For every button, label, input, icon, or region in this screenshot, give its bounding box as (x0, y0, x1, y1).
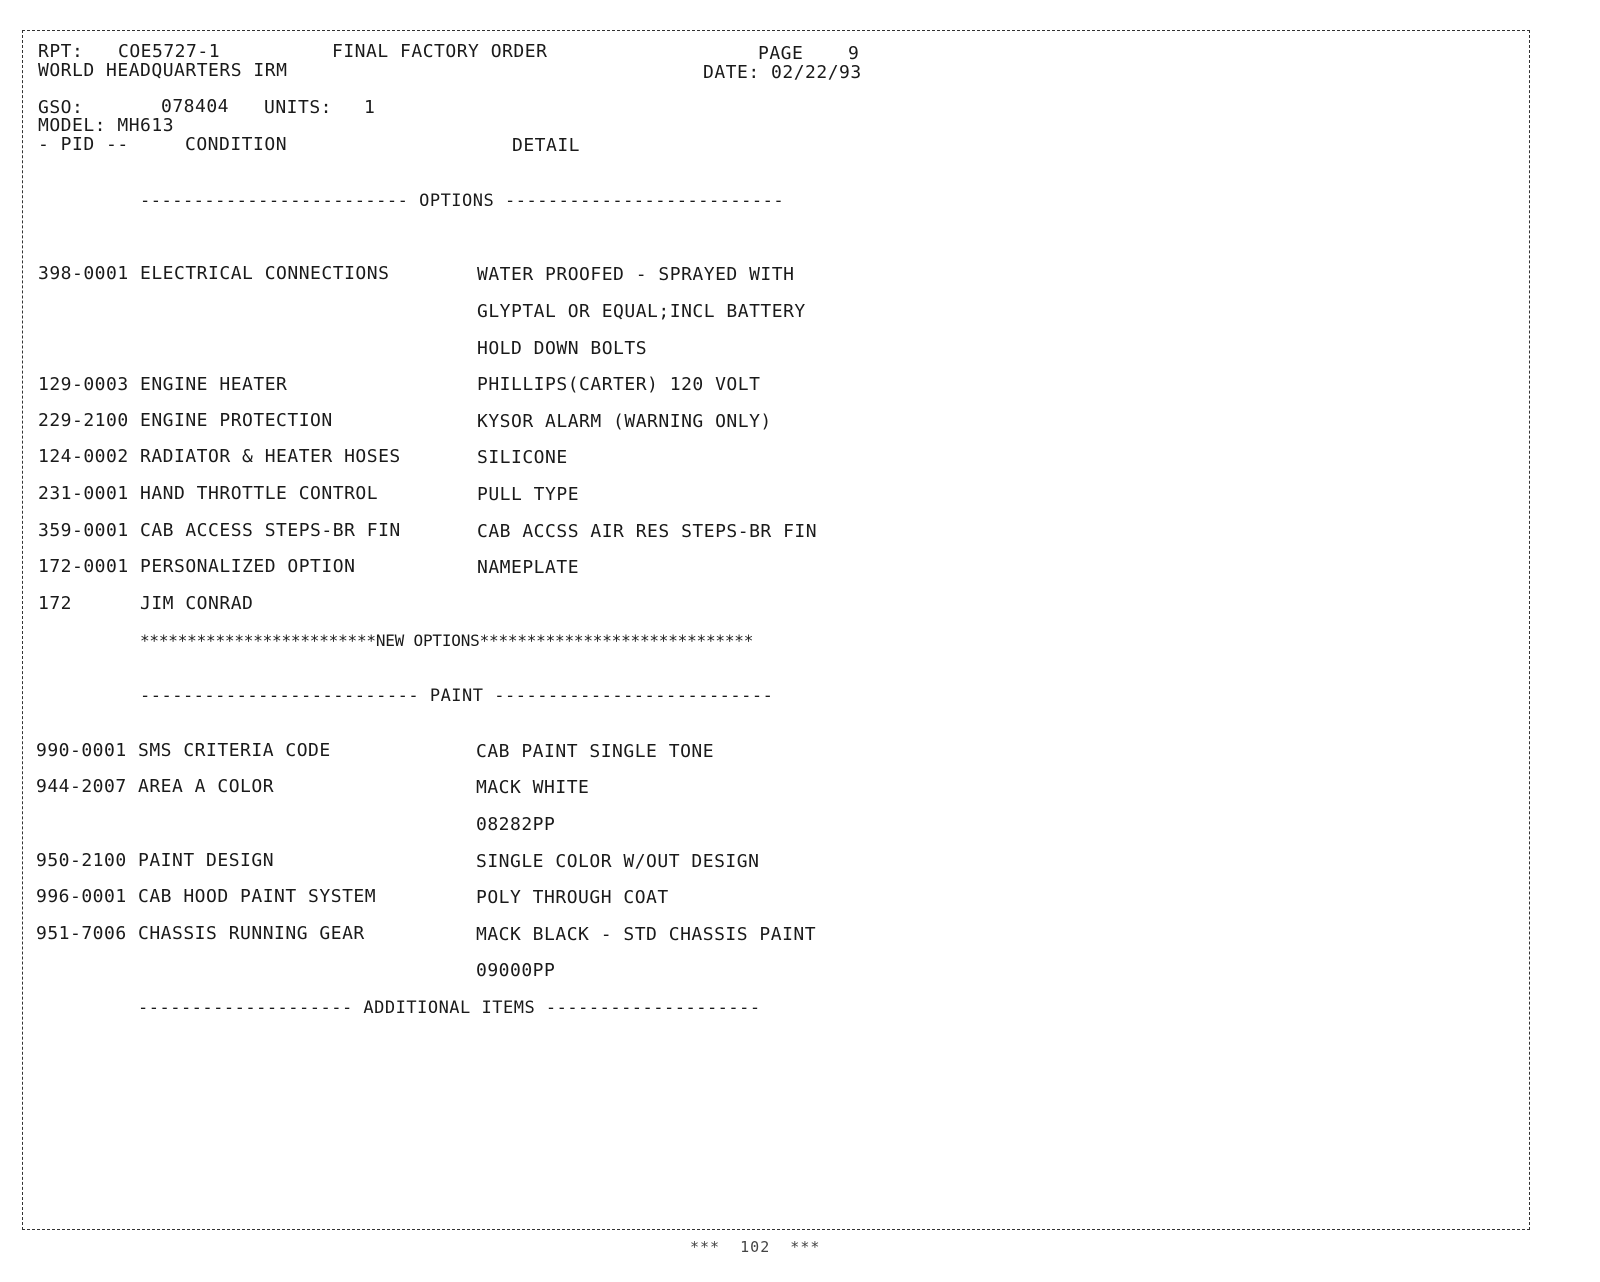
condition: PERSONALIZED OPTION (140, 556, 356, 577)
model-line: MODEL: MH613 (38, 115, 175, 136)
rpt-label: RPT: (38, 41, 84, 62)
detail: CAB ACCSS AIR RES STEPS-BR FIN (477, 521, 818, 542)
pid: 951-7006 (36, 923, 127, 944)
pid: 172-0001 (38, 556, 129, 577)
section-additional-items: -------------------- ADDITIONAL ITEMS -------------------- (138, 998, 761, 1018)
condition: PAINT DESIGN (138, 850, 275, 871)
detail: KYSOR ALARM (WARNING ONLY) (477, 411, 772, 432)
section-paint: -------------------------- PAINT -------------------------- (140, 686, 774, 706)
detail: CAB PAINT SINGLE TONE (476, 741, 715, 762)
rpt-value: COE5727-1 (118, 41, 221, 62)
detail: SILICONE (477, 447, 568, 468)
condition: AREA A COLOR (138, 776, 275, 797)
page-number: 9 (848, 43, 860, 64)
report-title: FINAL FACTORY ORDER (332, 41, 548, 62)
section-new-options: *************************NEW OPTIONS***************************** (140, 631, 754, 650)
condition: ENGINE PROTECTION (140, 410, 333, 431)
detail: MACK BLACK - STD CHASSIS PAINT (476, 924, 817, 945)
detail: 09000PP (476, 960, 556, 981)
detail: PHILLIPS(CARTER) 120 VOLT (477, 374, 761, 395)
condition: RADIATOR & HEATER HOSES (140, 446, 401, 467)
page-footer: *** 102 *** (690, 1238, 821, 1256)
pid: 996-0001 (36, 886, 127, 907)
pid: 944-2007 (36, 776, 127, 797)
units-value: 1 (364, 97, 376, 118)
detail: GLYPTAL OR EQUAL;INCL BATTERY (477, 301, 806, 322)
gso-value: 078404 (161, 96, 230, 117)
detail: WATER PROOFED - SPRAYED WITH (477, 264, 795, 285)
condition: SMS CRITERIA CODE (138, 740, 331, 761)
condition: CHASSIS RUNNING GEAR (138, 923, 365, 944)
detail: PULL TYPE (477, 484, 580, 505)
detail: 08282PP (476, 814, 556, 835)
detail: MACK WHITE (476, 777, 590, 798)
condition: HAND THROTTLE CONTROL (140, 483, 379, 504)
column-header-pid: - PID -- (38, 134, 129, 155)
pid: 229-2100 (38, 410, 129, 431)
condition: JIM CONRAD (140, 593, 254, 614)
report-date: DATE: 02/22/93 (703, 62, 862, 83)
page-label: PAGE (758, 43, 804, 64)
pid: 950-2100 (36, 850, 127, 871)
condition: ELECTRICAL CONNECTIONS (140, 263, 390, 284)
detail: POLY THROUGH COAT (476, 887, 669, 908)
condition: CAB HOOD PAINT SYSTEM (138, 886, 377, 907)
detail: SINGLE COLOR W/OUT DESIGN (476, 851, 760, 872)
detail: HOLD DOWN BOLTS (477, 338, 648, 359)
column-header-detail: DETAIL (512, 135, 581, 156)
org-name: WORLD HEADQUARTERS IRM (38, 60, 288, 81)
pid: 124-0002 (38, 446, 129, 467)
pid: 172 (38, 593, 73, 614)
condition: ENGINE HEATER (140, 374, 288, 395)
detail: NAMEPLATE (477, 557, 580, 578)
pid: 359-0001 (38, 520, 129, 541)
condition: CAB ACCESS STEPS-BR FIN (140, 520, 401, 541)
column-header-condition: CONDITION (185, 134, 288, 155)
pid: 129-0003 (38, 374, 129, 395)
pid: 398-0001 (38, 263, 129, 284)
pid: 990-0001 (36, 740, 127, 761)
units-label: UNITS: (264, 97, 333, 118)
section-options: ------------------------- OPTIONS -------------------------- (140, 191, 785, 211)
gso-label: GSO: (38, 97, 84, 118)
pid: 231-0001 (38, 483, 129, 504)
